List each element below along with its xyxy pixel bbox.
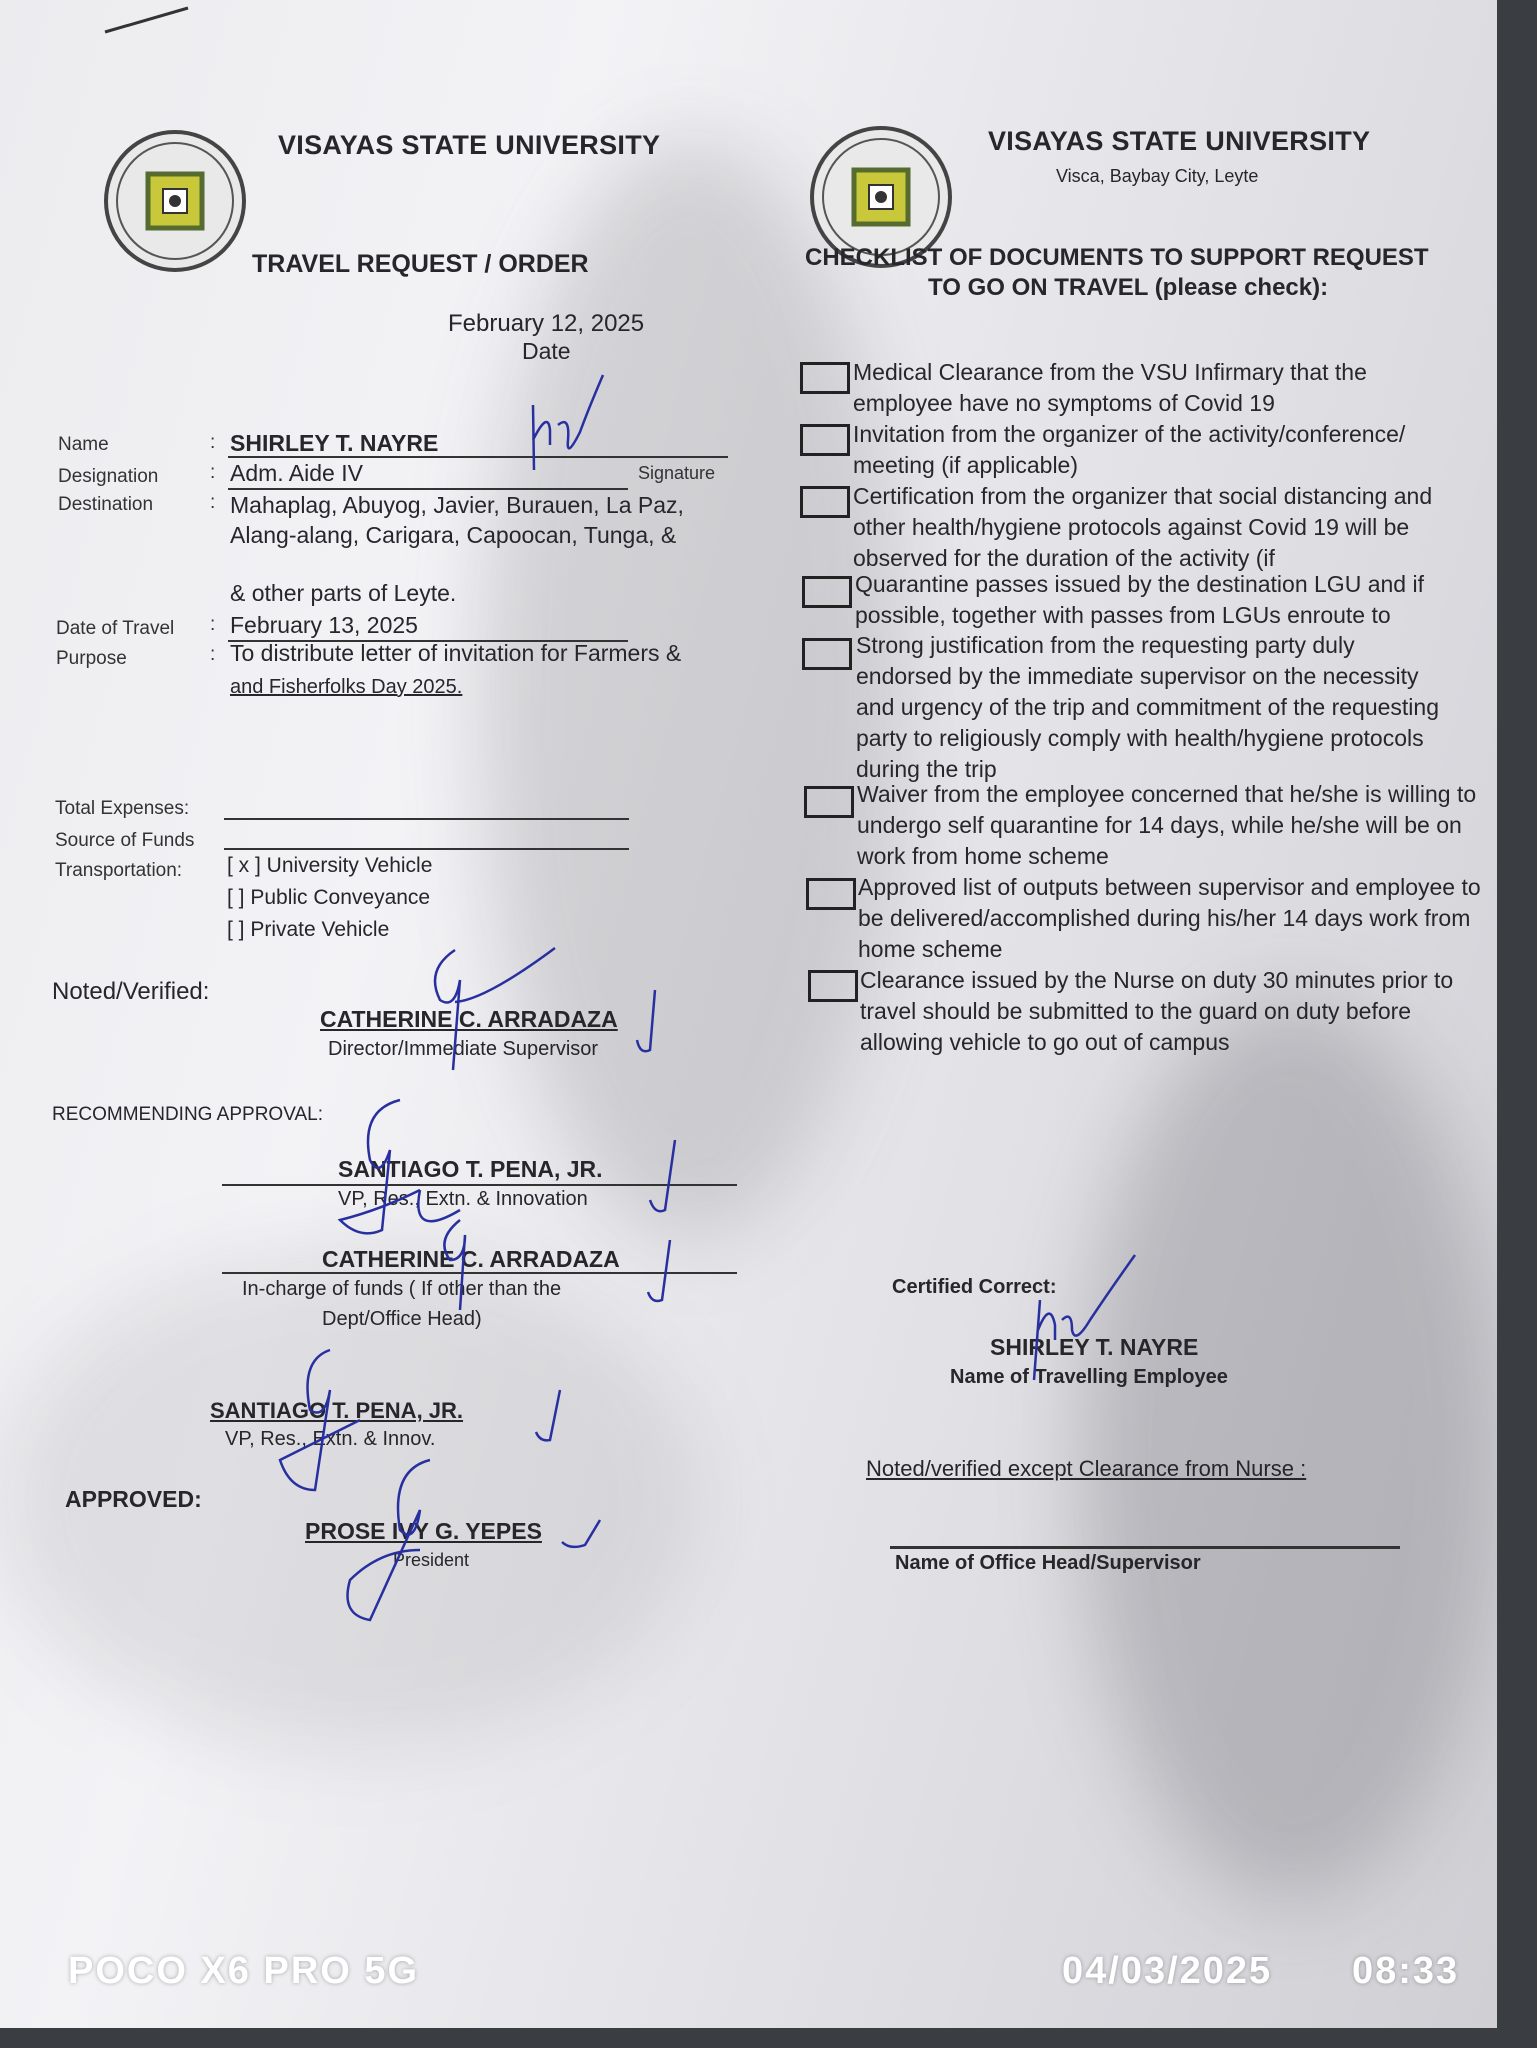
total-expenses-line xyxy=(224,818,629,820)
request-date: February 12, 2025 xyxy=(448,310,645,337)
source-of-funds-label: Source of Funds xyxy=(55,830,195,851)
checkbox-quarantine-passes[interactable] xyxy=(802,576,852,608)
university-address: Visca, Baybay City, Leyte xyxy=(1056,166,1259,186)
date-of-travel-value: February 13, 2025 xyxy=(230,612,418,638)
office-head-label: Name of Office Head/Supervisor xyxy=(895,1552,1201,1574)
colon: : xyxy=(210,432,216,453)
rec1-name: SANTIAGO T. PENA, JR. xyxy=(338,1156,603,1182)
certified-title: Name of Travelling Employee xyxy=(950,1366,1228,1388)
transport-private-vehicle: [ ] Private Vehicle xyxy=(227,918,390,941)
noted-title: Director/Immediate Supervisor xyxy=(328,1038,599,1060)
checkbox-nurse-clearance[interactable] xyxy=(808,970,858,1002)
designation-value: Adm. Aide IV xyxy=(230,460,363,486)
checkbox-strong-justification[interactable] xyxy=(802,638,852,670)
transport-university-vehicle: [ x ] University Vehicle xyxy=(227,854,433,877)
checklist-item-waiver: Waiver from the employee concerned that he/she is willing to undergo self quarantine for 14 days, while he/she will be on work from home scheme xyxy=(857,781,1477,869)
checklist-item-approved-outputs: Approved list of outputs between supervisor and employee to be delivered/accomplished during his/her 14 days work from home scheme xyxy=(858,874,1481,962)
approved-name: PROSE IVY G. YEPES xyxy=(305,1518,542,1544)
date-label: Date xyxy=(522,338,571,364)
university-name-left: VISAYAS STATE UNIVERSITY xyxy=(278,130,661,160)
checklist-title-line-1: CHECKLIST OF DOCUMENTS TO SUPPORT REQUEST xyxy=(805,244,1429,271)
noted-except-label: Noted/verified except Clearance from Nurse : xyxy=(866,1456,1307,1481)
rec1-title: VP, Res., Extn. & Innovation xyxy=(338,1188,588,1210)
approved-label: APPROVED: xyxy=(65,1486,202,1512)
total-expenses-label: Total Expenses: xyxy=(55,798,190,819)
destination-label: Destination xyxy=(58,494,154,515)
office-head-line xyxy=(890,1546,1400,1549)
university-seal-left xyxy=(104,130,246,272)
designation-label: Designation xyxy=(58,466,159,487)
colon: : xyxy=(210,462,216,483)
signature-arradaza-noted xyxy=(425,940,675,1080)
destination-line-2: Alang-alang, Carigara, Capoocan, Tunga, & xyxy=(230,522,677,548)
rec2-title-line-2: Dept/Office Head) xyxy=(322,1308,482,1330)
name-line xyxy=(228,456,728,458)
checkbox-certification[interactable] xyxy=(800,486,850,518)
checkbox-invitation[interactable] xyxy=(800,424,850,456)
camera-date-watermark: 04/03/2025 xyxy=(1062,1950,1273,1992)
signature-label: Signature xyxy=(638,463,716,483)
purpose-label: Purpose xyxy=(56,648,127,669)
colon: : xyxy=(210,614,216,635)
noted-name: CATHERINE C. ARRADAZA xyxy=(320,1006,618,1032)
recommending-approval-label: RECOMMENDING APPROVAL: xyxy=(52,1104,323,1125)
signature-nayre xyxy=(528,370,618,480)
checklist-item-nurse-clearance: Clearance issued by the Nurse on duty 30 minutes prior to travel should be submitted to the guard on duty before allowing vehicle to go out of campus xyxy=(860,967,1454,1055)
transport-public-conveyance: [ ] Public Conveyance xyxy=(227,886,431,909)
checklist-item-certification: Certification from the organizer that social distancing and other health/hygiene protocols against Covid 19 will be observed for the duration of the activity (if xyxy=(853,483,1433,571)
certified-name: SHIRLEY T. NAYRE xyxy=(990,1334,1199,1360)
checklist-item-quarantine-passes: Quarantine passes issued by the destination LGU and if possible, together with passes from LGUs enroute to xyxy=(855,571,1424,628)
pen-mark xyxy=(100,0,200,40)
signature-yepes xyxy=(300,1450,620,1630)
signature-nayre-certified xyxy=(1020,1250,1160,1390)
camera-time-watermark: 08:33 xyxy=(1352,1950,1460,1992)
checkbox-medical-clearance[interactable] xyxy=(800,362,850,394)
checkbox-waiver[interactable] xyxy=(804,786,854,818)
source-of-funds-line xyxy=(224,848,629,850)
signature-arradaza-rec2 xyxy=(420,1200,680,1330)
checklist-item-medical-clearance: Medical Clearance from the VSU Infirmary that the employee have no symptoms of Covid 19 xyxy=(853,359,1367,416)
purpose-line-2: and Fisherfolks Day 2025. xyxy=(230,676,463,698)
checkbox-approved-outputs[interactable] xyxy=(806,878,856,910)
checklist-item-strong-justification: Strong justification from the requesting party duly endorsed by the immediate supervisor on the necessity and urgency of the trip and commitment of the requesting party to religiously comply with health/hygiene protocols during the trip xyxy=(856,632,1439,782)
noted-verified-label: Noted/Verified: xyxy=(52,978,210,1005)
approved-title: President xyxy=(393,1550,470,1570)
rec3-name: SANTIAGO T. PENA, JR. xyxy=(210,1398,464,1423)
rec2-title-line-1: In-charge of funds ( If other than the xyxy=(242,1278,562,1300)
form-title: TRAVEL REQUEST / ORDER xyxy=(252,250,589,278)
university-name-right: VISAYAS STATE UNIVERSITY xyxy=(988,126,1371,156)
camera-device-watermark: POCO X6 PRO 5G xyxy=(68,1950,420,1992)
colon: : xyxy=(210,492,216,513)
rec3-title: VP, Res., Extn. & Innov. xyxy=(225,1428,436,1450)
checklist-title-line-2: TO GO ON TRAVEL (please check): xyxy=(928,274,1329,301)
name-label: Name xyxy=(58,434,109,455)
certified-correct-label: Certified Correct: xyxy=(892,1276,1057,1298)
designation-line xyxy=(228,488,628,490)
purpose-line-1: To distribute letter of invitation for Farmers & xyxy=(230,640,682,666)
rec2-name: CATHERINE C. ARRADAZA xyxy=(322,1246,620,1272)
date-of-travel-label: Date of Travel xyxy=(56,618,175,639)
colon: : xyxy=(210,644,216,665)
destination-line-1: Mahaplag, Abuyog, Javier, Burauen, La Paz, xyxy=(230,492,684,518)
destination-line-3: & other parts of Leyte. xyxy=(230,580,457,606)
checklist-item-invitation: Invitation from the organizer of the activity/conference/ meeting (if applicable) xyxy=(853,421,1406,478)
name-value: SHIRLEY T. NAYRE xyxy=(230,430,439,456)
transportation-label: Transportation: xyxy=(55,860,183,881)
